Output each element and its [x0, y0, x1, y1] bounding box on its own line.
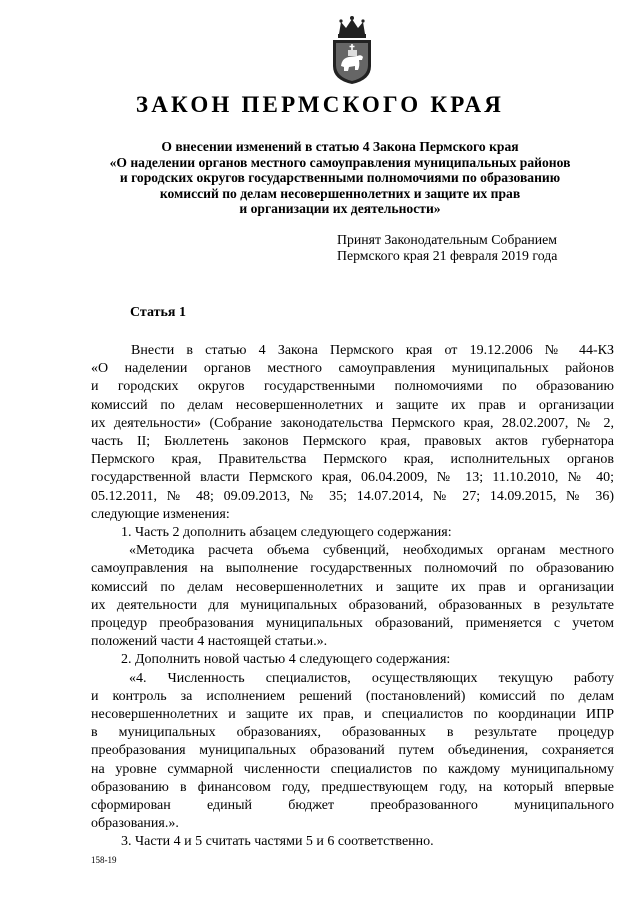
body-line: самоуправления на выполнение государственных полномочий по образованию	[91, 561, 614, 577]
body-line: в муниципальных образованиях, образованных в результате процедур	[91, 725, 614, 741]
subtitle-line: О внесении изменений в статью 4 Закона Пермского края	[161, 139, 519, 154]
body-line: их деятельности» (Собрание законодательства Пермского края, 28.02.2007, № 2,	[91, 415, 614, 431]
body-line: преобразования муниципальных образований путем объединения, сохраняется	[91, 743, 614, 759]
body-line: 05.12.2011, № 48; 09.09.2013, № 35; 14.07.2014, № 27; 14.09.2015, № 36)	[91, 488, 614, 504]
adoption-note	[337, 232, 557, 263]
body-line: 3. Части 4 и 5 считать частями 5 и 6 соответственно.	[121, 834, 434, 850]
body-line: «О наделении органов местного самоуправления муниципальных районов	[91, 361, 614, 377]
body-line: образования.».	[91, 816, 179, 832]
law-title: ЗАКОН ПЕРМСКОГО КРАЯ	[135, 92, 505, 117]
body-line: образованию в финансовом году, предшествующем году, на который впервые	[91, 779, 614, 795]
body-line: и городских округов государственными полномочиями по образованию	[91, 379, 614, 395]
subtitle-line: комиссий по делам несовершеннолетних и защите их прав	[159, 185, 521, 201]
body-line: «4. Численность специалистов, осуществляющих текущую работу	[129, 670, 614, 686]
subtitle-line: «О наделении органов местного самоуправления муниципальных районов	[109, 154, 571, 170]
body-line: Внести в статью 4 Закона Пермского края от 19.12.2006 № 44-КЗ	[131, 343, 614, 358]
adoption-line: Принят Законодательным Собранием	[337, 232, 557, 247]
document-code: 158-19	[91, 855, 117, 865]
body-line: Пермского края, Правительства Пермского края, исполнительных органов	[91, 452, 614, 468]
body-line: государственной власти Пермского края, 06.04.2009, № 13; 11.10.2010, № 40;	[91, 470, 614, 486]
body-line: «Методика расчета объема субвенций, необходимых органам местного	[129, 543, 614, 559]
subtitle-line: и организации их деятельности»	[239, 201, 441, 216]
adoption-line: Пермского края 21 февраля 2019 года	[337, 247, 558, 263]
body-line: часть II; Бюллетень законов Пермского края, правовых актов губернатора	[91, 434, 614, 450]
article-heading: Статья 1	[130, 305, 186, 320]
body-line: их деятельности для муниципальных образований, образованных в результате	[91, 597, 614, 613]
body-line: 1. Часть 2 дополнить абзацем следующего содержания:	[121, 525, 452, 541]
body-line: комиссий по делам несовершеннолетних и защите их прав и организации	[91, 397, 614, 413]
article-body	[91, 342, 614, 852]
subtitle-line: и городских округов государственными полномочиями по образованию	[119, 170, 561, 185]
body-line: и контроль за исполнением решений (постановлений) комиссий по делам	[91, 688, 614, 704]
body-line: сформирован единый бюджет преобразованного муниципального	[91, 798, 614, 814]
body-line: положений части 4 настоящей статьи.».	[91, 634, 328, 650]
body-line: процедур преобразования муниципальных образований, применяется с учетом	[91, 616, 614, 632]
body-line: на уровне суммарной численности специалистов по каждому муниципальному	[91, 761, 614, 777]
perm-krai-coat-of-arms-icon	[327, 14, 377, 86]
law-subtitle	[80, 139, 600, 217]
body-line: комиссий по делам несовершеннолетних и защите их прав и организации	[91, 579, 614, 595]
body-line: 2. Дополнить новой частью 4 следующего содержания:	[121, 652, 451, 668]
body-line: следующие изменения:	[91, 506, 230, 522]
body-line: несовершеннолетних и защите их прав, и специалистов по координации ИПР	[91, 707, 614, 723]
